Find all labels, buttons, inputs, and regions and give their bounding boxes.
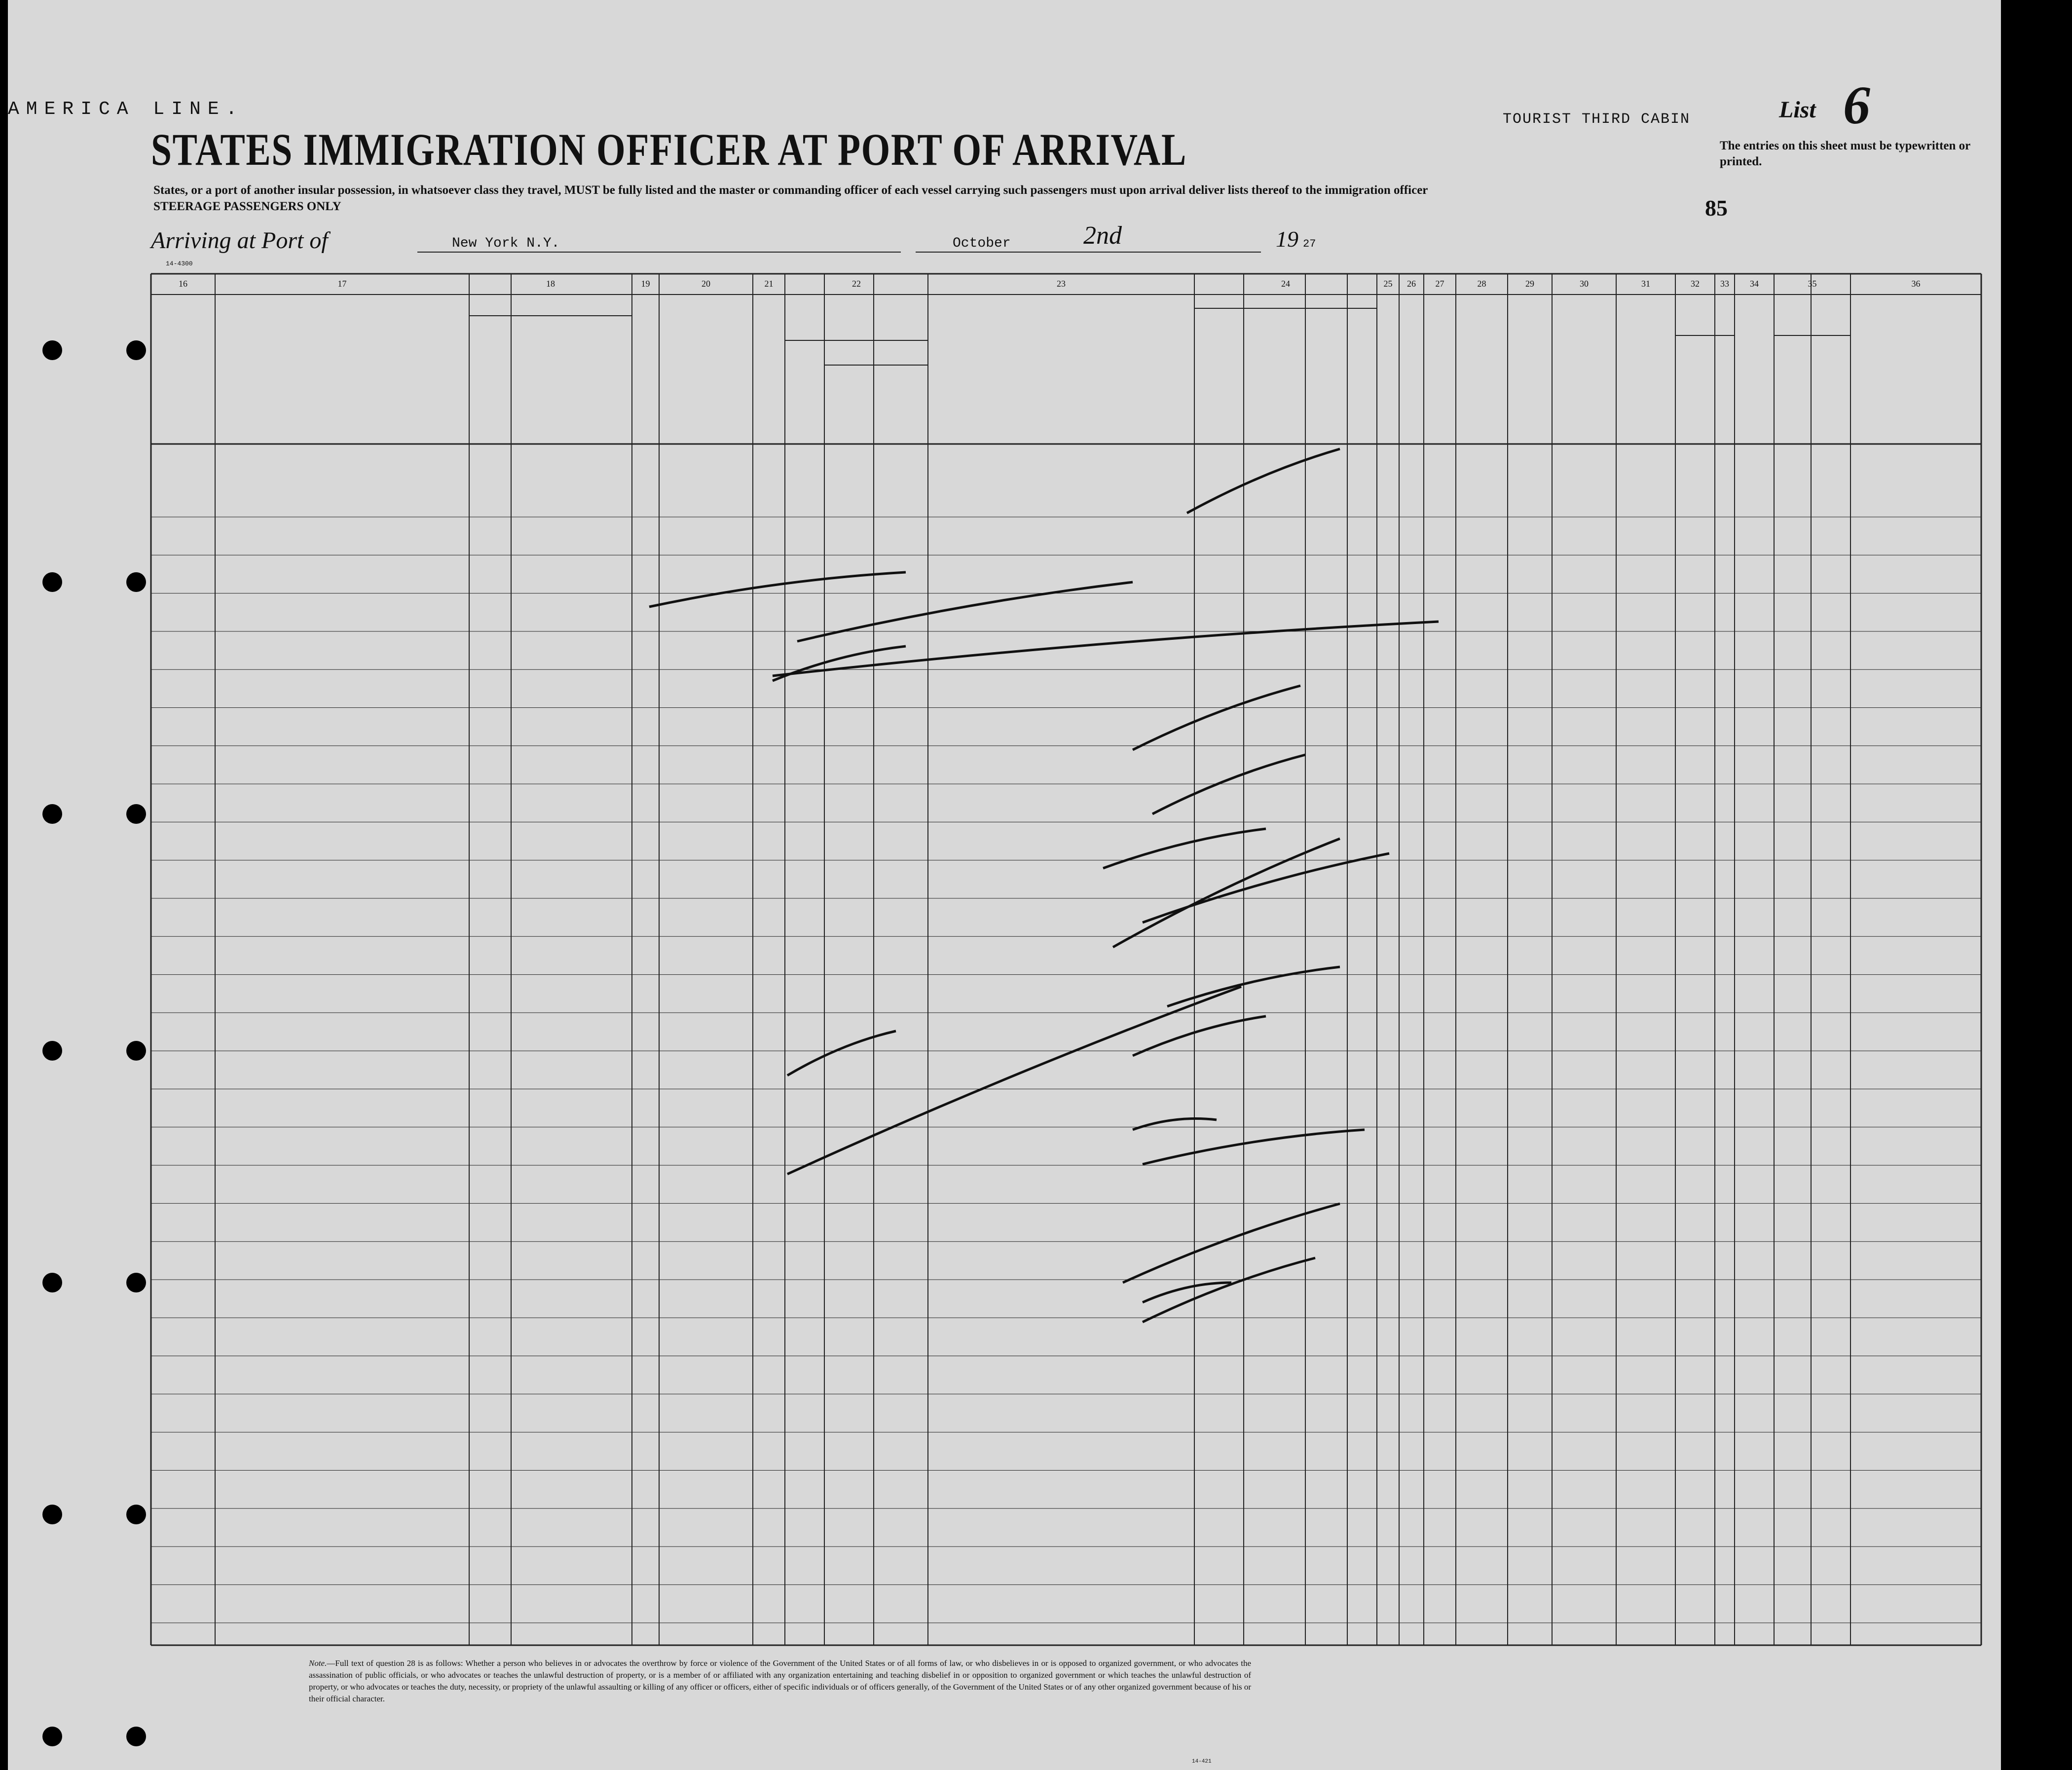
column-header-c21: [755, 298, 783, 439]
column-number: 23: [1057, 279, 1066, 289]
column-number: 18: [546, 279, 555, 289]
arrival-port: New York N.Y.: [452, 236, 560, 251]
column-number: 35: [1808, 279, 1817, 289]
arrival-day: 2nd: [1083, 221, 1122, 250]
pencil-stroke: [797, 582, 1133, 641]
column-number: 28: [1477, 279, 1486, 289]
column-number: 30: [1580, 279, 1589, 289]
column-number: 27: [1435, 279, 1444, 289]
column-header-c29: [1458, 298, 1506, 439]
punch-hole: [42, 1041, 62, 1061]
pencil-stroke: [1143, 1130, 1365, 1164]
column-number: 20: [702, 279, 710, 289]
punch-hole: [126, 1041, 146, 1061]
column-header-c26: [1401, 298, 1422, 439]
column-number: 17: [337, 279, 347, 289]
page-title: STATES IMMIGRATION OFFICER AT PORT OF ARRIVAL: [151, 124, 1187, 175]
punch-hole: [42, 1727, 62, 1746]
column-header-c24_c: [1256, 321, 1303, 439]
footnote: [309, 1658, 1251, 1705]
column-header-c24_a: [1196, 321, 1217, 439]
pencil-stroke: [1123, 1204, 1340, 1283]
pencil-stroke: [1167, 967, 1340, 1006]
typewritten-note: The entries on this sheet must be typewritten or printed.: [1720, 139, 1970, 168]
pencil-stroke: [1133, 1016, 1266, 1056]
punch-hole: [42, 1273, 62, 1292]
column-number: 34: [1750, 279, 1759, 289]
column-header-c24_d: [1307, 321, 1375, 439]
pencil-stroke: [649, 572, 906, 607]
pencil-stroke: [1133, 1119, 1217, 1130]
list-label: List: [1779, 97, 1816, 123]
column-number: 29: [1525, 279, 1534, 289]
punch-hole: [126, 1505, 146, 1524]
page-code: 85: [1705, 195, 1728, 221]
pencil-stroke: [1143, 1283, 1231, 1302]
steerage-label: STEERAGE PASSENGERS ONLY: [153, 200, 341, 213]
pencil-stroke: [787, 1031, 896, 1075]
column-header-c28: [1426, 298, 1454, 439]
arrival-year-suffix: 27: [1303, 238, 1316, 250]
column-number: 25: [1383, 279, 1393, 289]
punch-hole: [42, 1505, 62, 1524]
footnote-label: Note.: [309, 1659, 327, 1668]
column-number: 32: [1691, 279, 1700, 289]
column-number: 33: [1720, 279, 1729, 289]
pencil-stroke: [773, 622, 1439, 676]
column-number: 16: [179, 279, 187, 289]
punch-hole: [126, 1273, 146, 1292]
pencil-stroke: [1103, 829, 1266, 868]
form-number-bottom: 14-421: [1192, 1759, 1212, 1765]
column-header-c19: [634, 298, 657, 439]
column-number: 36: [1911, 279, 1921, 289]
ruled-grid: [8, 0, 2001, 1770]
punch-hole: [42, 804, 62, 824]
cabin-class: TOURIST THIRD CABIN: [1503, 111, 1691, 128]
column-number: 19: [641, 279, 650, 289]
list-number: 6: [1843, 75, 1870, 135]
column-header-c24_b: [1221, 321, 1252, 439]
instructions-text: States, or a port of another insular possession, in whatsoever class they travel, MUST be fully listed and the master or commanding officer of each vessel carrying such passengers must upon arrival deliver lists thereof to the immigration officer: [153, 184, 1428, 197]
pencil-stroke: [787, 987, 1241, 1174]
pencil-stroke: [1143, 1258, 1315, 1322]
form-number: 14-4300: [166, 260, 193, 267]
column-number: 22: [852, 279, 861, 289]
column-number: 24: [1281, 279, 1290, 289]
pencil-strokes: [649, 449, 1439, 1322]
column-number: 31: [1641, 279, 1650, 289]
arrival-label: Arriving at Port of: [151, 227, 328, 254]
pencil-stroke: [1133, 686, 1300, 750]
arrival-year-prefix: 19: [1276, 226, 1298, 252]
footnote-text: —Full text of question 28 is as follows: Whether a person who believes in or advocates the overthrow by force or violence of the Government of the United States or of all forms of law, or who disbelieves in or is opposed to organized government, or who advocates the assassination of public officials, or who advocates or teaches the unlawful destruction of property, or is a member of or affiliated with any organization entertaining and teaching disbelief in or opposition to organized government or which teaches the unlawful destruction of property, or who advocates or teaches the duty, necessity, or propriety of the unlawful assaulting or killing of any officer or officers, either of specific individuals or of officers generally, of the Government of the United States or of any other organized government because of his or their official character.: [309, 1659, 1251, 1703]
column-header-c27: [1379, 298, 1397, 439]
manifest-sheet: [8, 0, 2001, 1770]
arrival-month: October: [953, 236, 1011, 251]
punch-hole: [126, 1727, 146, 1746]
punch-hole: [42, 340, 62, 360]
pencil-stroke: [1152, 755, 1305, 814]
line-name: AMERICA LINE.: [8, 99, 244, 120]
column-number: 26: [1407, 279, 1416, 289]
punch-hole: [126, 804, 146, 824]
column-header-c30: [1510, 298, 1550, 439]
column-number: 21: [764, 279, 774, 289]
pencil-stroke: [1187, 449, 1340, 513]
punch-hole: [126, 340, 146, 360]
punch-hole: [126, 572, 146, 592]
punch-hole: [42, 572, 62, 592]
